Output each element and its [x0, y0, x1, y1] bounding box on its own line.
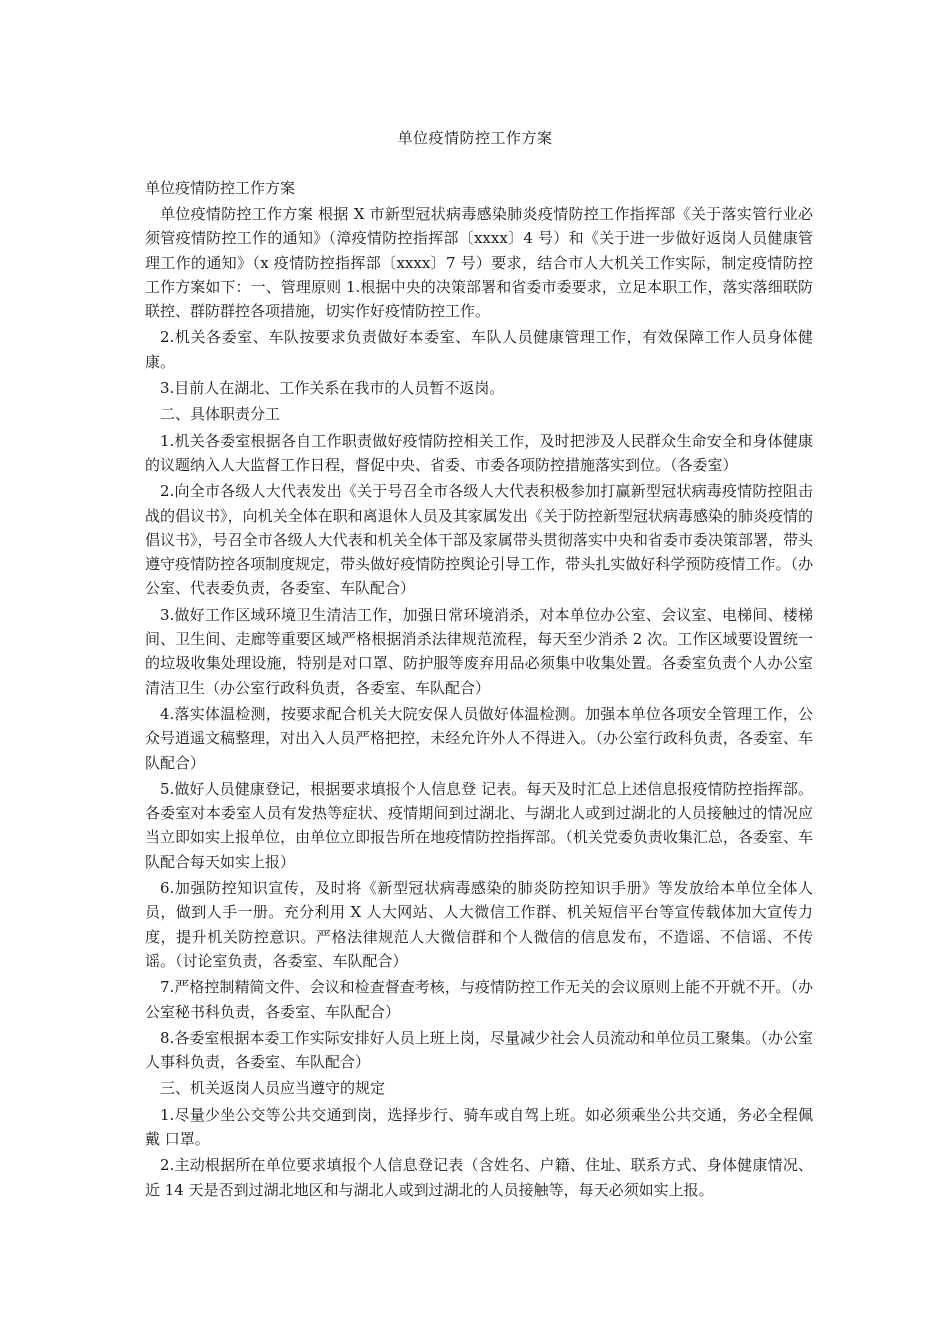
paragraph-duty-2: 2.向全市各级人大代表发出《关于号召全市各级人大代表积极参加打赢新型冠状病毒疫情防控阻击战的倡议书》，向机关全体在职和离退休人员及其家属发出《关于防控新型冠状病毒感染的肺炎疫情的倡议书》，号召全市各级人大代表和机关全体干部及家属带头贯彻落实中央和省委市委决策部署，带头遵守疫情防控各项制度规定，带头做好疫情防控舆论引导工作，带头扎实做好科学预防疫情工作。（办公室、代表委负责，各委室、车队配合） — [145, 482, 813, 598]
paragraph-duty-8: 8.各委室根据本委工作实际安排好人员上班上岗，尽量减少社会人员流动和单位员工聚集。（办公室人事科负责，各委室、车队配合） — [145, 1028, 813, 1072]
document-subtitle: 单位疫情防控工作方案 — [145, 179, 296, 197]
paragraph-rule-2: 2.主动根据所在单位要求填报个人信息登记表（含姓名、户籍、住址、联系方式、身体健康情况、近 14 天是否到过湖北地区和与湖北人或到过湖北的人员接触等，每天必须如实上报。 — [145, 1156, 813, 1199]
paragraph-principle-3: 3.目前人在湖北、工作关系在我市的人员暂不返岗。 — [160, 379, 505, 398]
paragraph-duty-5: 5.做好人员健康登记，根据要求填报个人信息登 记表。每天及时汇总上述信息报疫情防控指挥部。各委室对本委室人员有发热等症状、疫情期间到过湖北、与湖北人或到过湖北的人员接触过的情况应当立即如实上报单位，由单位立即报告所在地疫情防控指挥部。（机关党委负责收集汇总，各委室、车队配合每天如实上报） — [145, 779, 813, 871]
paragraph-duty-1: 1.机关各委室根据各自工作职责做好疫情防控相关工作，及时把涉及人民群众生命安全和身体健康的议题纳入人大监督工作日程，督促中央、省委、市委各项防控措施落实到位。（各委室） — [145, 431, 813, 474]
paragraph-duty-3: 3.做好工作区域环境卫生清洁工作，加强日常环境消杀，对本单位办公室、会议室、电梯间、楼梯间、卫生间、走廊等重要区域严格根据消杀法律规范流程，每天至少消杀 2 次。工作区域要设置统一的垃圾收集处理设施，特别是对口罩、防护服等废弃用品必须集中收集处置。各委室负责个人办公室清洁卫生（办公室行政科负责，各委室、车队配合） — [145, 605, 813, 697]
paragraph-duty-4: 4.落实体温检测，按要求配合机关大院安保人员做好体温检测。加强本单位各项安全管理工作，公众号逍遥文稿整理，对出入人员严格把控，未经允许外人不得进入。（办公室行政科负责，各委室、车队配合） — [145, 704, 813, 772]
paragraph-rule-1: 1.尽量少坐公交等公共交通到岗，选择步行、骑车或自驾上班。如必须乘坐公共交通，务必全程佩戴 口罩。 — [145, 1105, 813, 1148]
paragraph-duty-6: 6.加强防控知识宣传，及时将《新型冠状病毒感染的肺炎防控知识手册》等发放给本单位全体人员，做到人手一册。充分利用 X 人大网站、人大微信工作群、机关短信平台等宣传载体加大宣传力度，提升机关防控意识。严格法律规范人大微信群和个人微信的信息发布，不造谣、不信谣、不传谣。（讨论室负责，各委室、车队配合） — [145, 879, 813, 970]
paragraph-principle-2: 2.机关各委室、车队按要求负责做好本委室、车队人员健康管理工作，有效保障工作人员身体健康。 — [145, 328, 813, 371]
document-title: 单位疫情防控工作方案 — [397, 129, 553, 147]
document-body — [145, 176, 813, 1204]
paragraph-intro: 单位疫情防控工作方案 根据 X 市新型冠状病毒感染肺炎疫情防控工作指挥部《关于落实管行业必须管疫情防控工作的通知》（漳疫情防控指挥部〔xxxx〕4 号）和《关于进一步做好返岗人员健康管理工作的通知》（x 疫情防控指挥部〔xxxx〕7 号）要求，结合市人大机关工作实际，制定疫情防控工作方案如下：一、管理原则 1.根据中央的决策部署和省委市委要求，立足本职工作，落实落细联防联控、群防群控各项措施，切实作好疫情防控工作。 — [145, 205, 813, 321]
section-heading-duties: 二、具体职责分工 — [160, 405, 281, 424]
paragraph-duty-7: 7.严格控制精简文件、会议和检查督查考核，与疫情防控工作无关的会议原则上能不开就不开。（办公室秘书科负责，各委室、车队配合） — [145, 978, 813, 1021]
section-heading-rules: 三、机关返岗人员应当遵守的规定 — [160, 1079, 386, 1098]
